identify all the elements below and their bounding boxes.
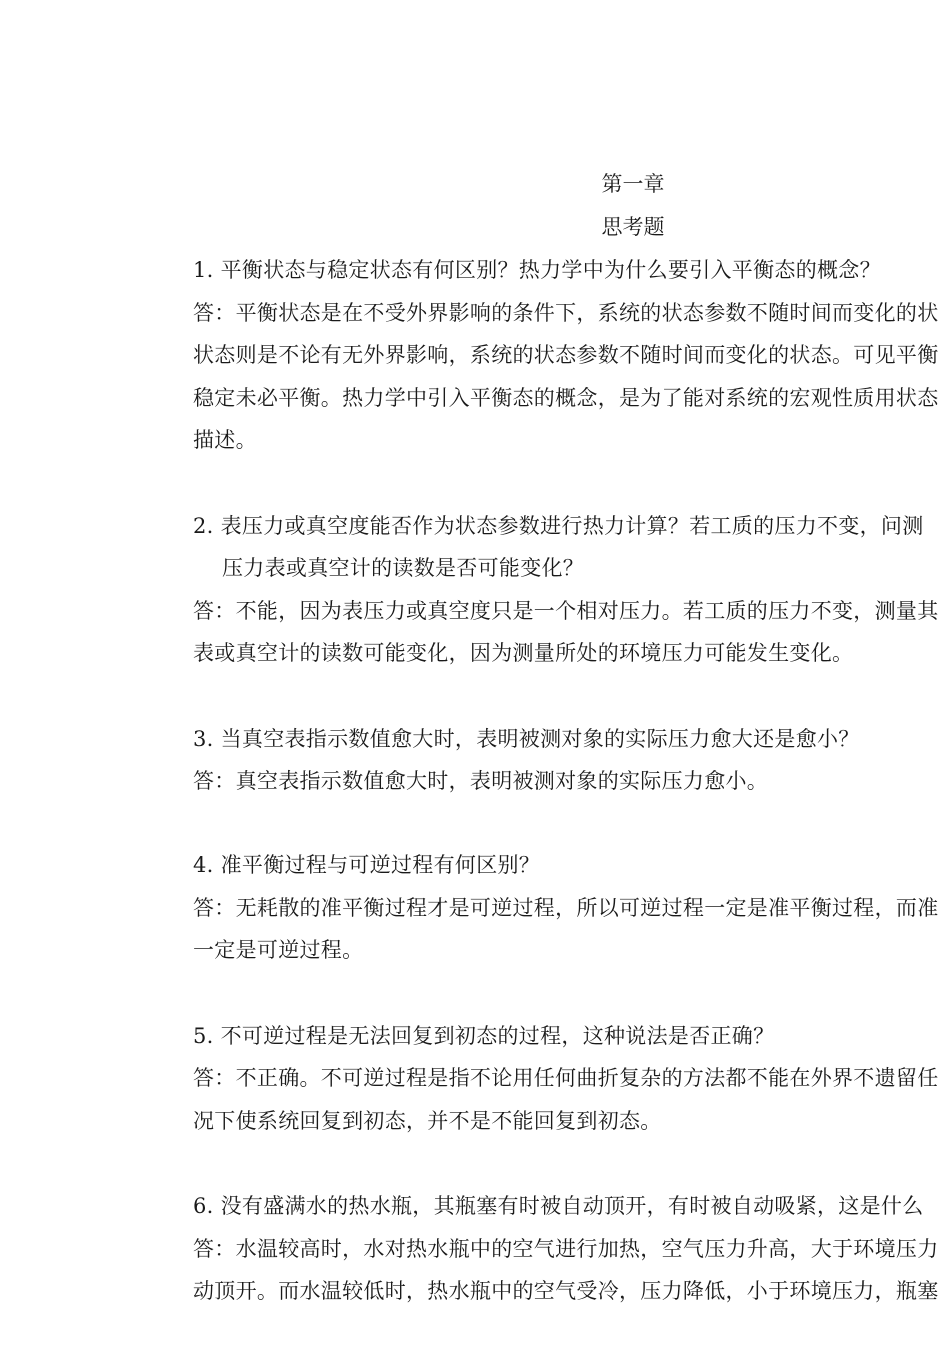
question-2-line-1: 2. 表压力或真空度能否作为状态参数进行热力计算？若工质的压力不变，问测 [193, 514, 924, 538]
answer-4-line-2: 一定是可逆过程。 [193, 938, 364, 962]
answer-5-line-1: 答：不正确。不可逆过程是指不论用任何曲折复杂的方法都不能在外界不遗留任 [193, 1066, 939, 1090]
answer-5-line-2: 况下使系统回复到初态，并不是不能回复到初态。 [193, 1109, 662, 1133]
question-2-line-2: 压力表或真空计的读数是否可能变化？ [222, 556, 585, 580]
answer-1-line-3: 稳定未必平衡。热力学中引入平衡态的概念，是为了能对系统的宏观性质用状态 [193, 386, 939, 410]
section-title: 思考题 [601, 215, 665, 239]
answer-1-line-4: 描述。 [193, 428, 257, 452]
answer-6-line-1: 答：水温较高时，水对热水瓶中的空气进行加热，空气压力升高，大于环境压力 [193, 1237, 939, 1261]
chapter-title: 第一章 [601, 172, 665, 196]
answer-1-line-1: 答：平衡状态是在不受外界影响的条件下，系统的状态参数不随时间而变化的状 [193, 301, 939, 325]
answer-2-line-1: 答：不能，因为表压力或真空度只是一个相对压力。若工质的压力不变，测量其 [193, 599, 939, 623]
question-5: 5. 不可逆过程是无法回复到初态的过程，这种说法是否正确？ [193, 1024, 775, 1048]
answer-2-line-2: 表或真空计的读数可能变化，因为测量所处的环境压力可能发生变化。 [193, 641, 854, 665]
question-1: 1. 平衡状态与稳定状态有何区别？热力学中为什么要引入平衡态的概念？ [193, 258, 881, 282]
answer-3-line-1: 答：真空表指示数值愈大时，表明被测对象的实际压力愈小。 [193, 769, 769, 793]
question-3: 3. 当真空表指示数值愈大时，表明被测对象的实际压力愈大还是愈小？ [193, 727, 860, 751]
answer-6-line-2: 动顶开。而水温较低时，热水瓶中的空气受冷，压力降低，小于环境压力，瓶塞 [193, 1279, 939, 1303]
answer-1-line-2: 状态则是不论有无外界影响，系统的状态参数不随时间而变化的状态。可见平衡 [193, 343, 939, 367]
answer-4-line-1: 答：无耗散的准平衡过程才是可逆过程，所以可逆过程一定是准平衡过程，而准 [193, 896, 939, 920]
question-6: 6. 没有盛满水的热水瓶，其瓶塞有时被自动顶开，有时被自动吸紧，这是什么 [193, 1194, 924, 1218]
question-4: 4. 准平衡过程与可逆过程有何区别？ [193, 853, 541, 877]
